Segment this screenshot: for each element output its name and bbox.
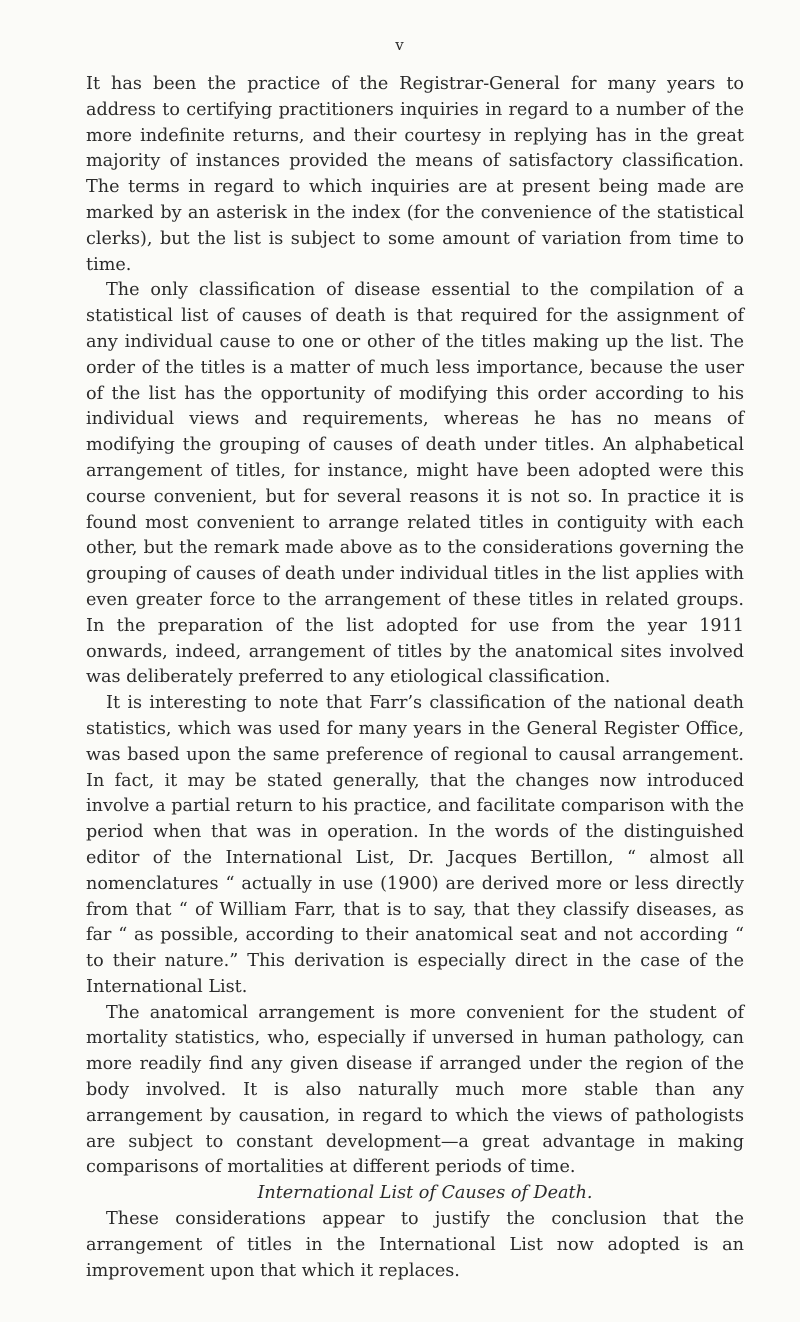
paragraph-registrar-inquiries: It has been the practice of the Registrar-General for many years to address to certifying practitioners inquiries in regard to a number of the more indefinite returns, and their courtesy in replying has in the great majority of instances provided the means of satisfactory classification. The terms in regard to which inquiries are at present being made are marked by an asterisk in the index (for the convenience of the statistical clerks), but the list is subject to some amount of variation from time to time. [86,74,744,275]
page-number: v [395,36,405,54]
page-body [86,72,744,1284]
paragraph-anatomical-arrangement: The anatomical arrangement is more convenient for the student of mortality statistics, who, especially if unversed in human pathology, can more readily find any given disease if arranged under the region of the body involved. It is also naturally much more stable than any arrangement by causation, in regard to which the views of pathologists are subject to constant development—a great advantage in making comparisons of mortalities at different periods of time. [86,1002,744,1178]
paragraph-farr-classification: It is interesting to note that Farr’s classification of the national death statistics, which was used for many years in the General Register Office, was based upon the same preference of regional to causal arrangement. In fact, it may be stated generally, that the changes now introduced involve a partial return to his practice, and facilitate comparison with the period when that was in operation. In the words of the distinguished editor of the International List, Dr. Jacques Bertillon, “ almost all nomenclatures “ actually in use (1900) are derived more or less directly from that “ of William Farr, that is to say, that they classify diseases, as far “ as possible, according to their anatomical seat and not according “ to their nature.” This derivation is especially direct in the case of the International List. [86,693,744,997]
paragraph-conclusion: These considerations appear to justify the conclusion that the arrangement of titles in the International List now adopted is an improvement upon that which it replaces. [86,1209,744,1281]
section-heading: International List of Causes of Death. [257,1183,593,1204]
paragraph-classification-order: The only classification of disease essential to the compilation of a statistical list of causes of death is that required for the assignment of any individual cause to one or other of the titles making up the list. The order of the titles is a matter of much less importance, because the user of the list has the opportunity of modifying this order according to his individual views and requirements, whereas he has no means of modifying the grouping of causes of death under titles. An alphabetical arrangement of titles, for instance, might have been adopted were this course convenient, but for several reasons it is not so. In practice it is found most convenient to arrange related titles in contiguity with each other, but the remark made above as to the considerations governing the grouping of causes of death under individual titles in the list applies with even greater force to the arrangement of these titles in related groups. In the preparation of the list adopted for use from the year 1911 onwards, indeed, arrangement of titles by the anatomical sites involved was deliberately preferred to any etiological classification. [86,280,744,688]
